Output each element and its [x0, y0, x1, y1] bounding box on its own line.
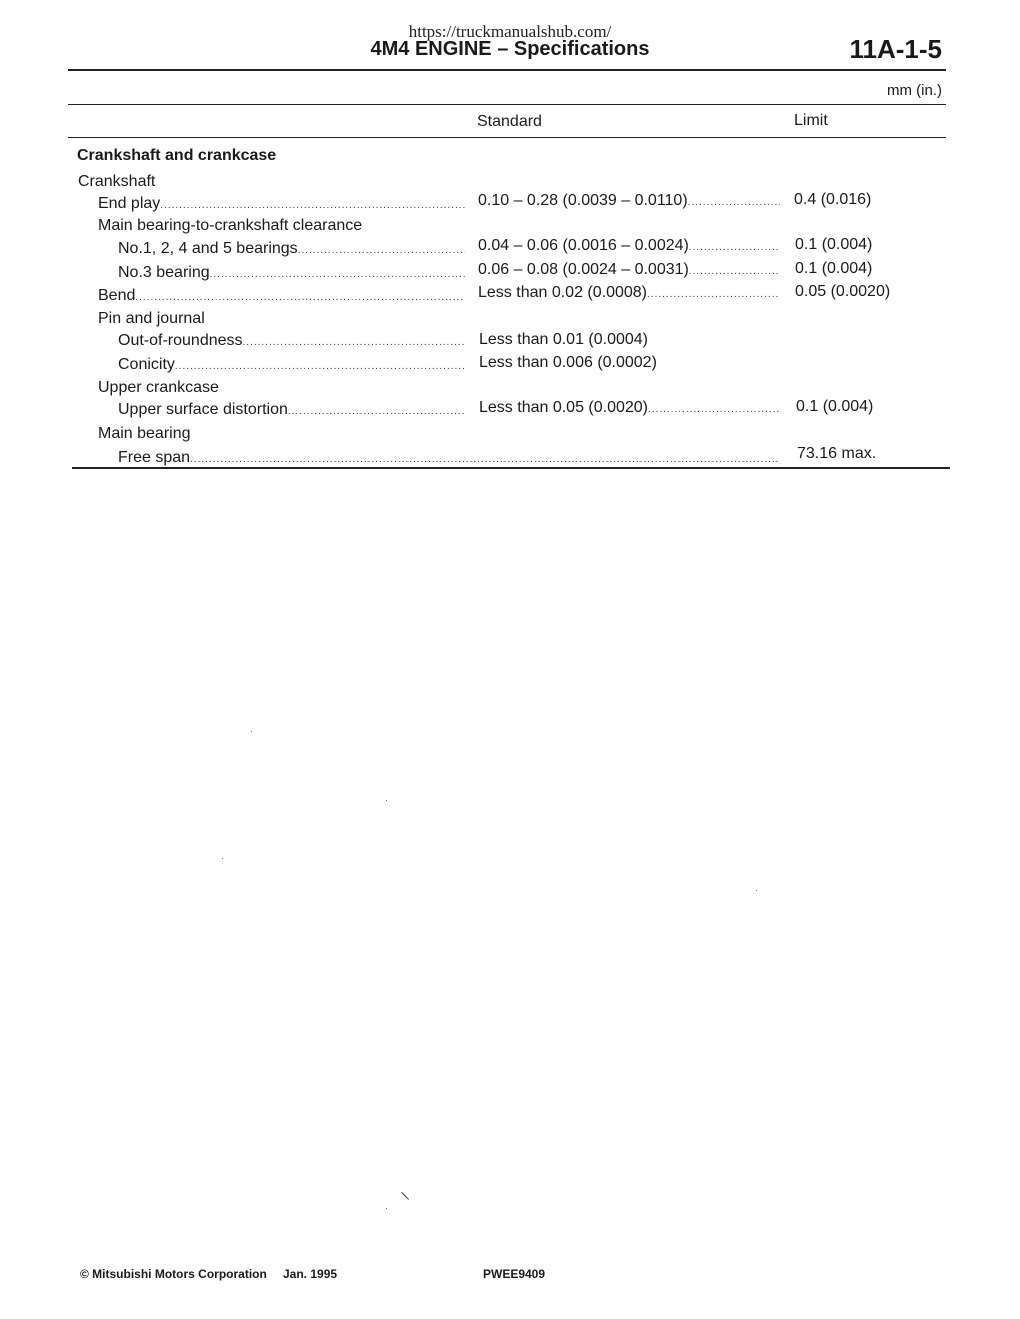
row-upper-surface-distortion-standard — [479, 398, 781, 418]
scan-speck — [251, 731, 252, 732]
row-free-span-label: Free span — [118, 449, 191, 466]
row-no3-bearing — [118, 263, 465, 283]
row-pin-journal-label: Pin and journal — [98, 310, 205, 327]
scan-speck — [386, 800, 387, 801]
dot-leader — [160, 194, 465, 214]
dot-leader — [288, 400, 465, 420]
dot-leader — [135, 286, 465, 306]
row-no3-bearing-label: No.3 bearing — [118, 264, 210, 281]
row-upper-surface-distortion-limit: 0.1 (0.004) — [796, 398, 874, 415]
row-main-bearing-clearance-label: Main bearing-to-crankshaft clearance — [98, 217, 363, 234]
scan-speck — [756, 890, 757, 891]
row-no3-bearing-standard — [478, 260, 780, 280]
row-conicity — [118, 355, 465, 375]
row-bearings-1245-standard-value: 0.04 – 0.06 (0.0016 – 0.0024) — [478, 237, 689, 254]
dot-leader — [647, 283, 780, 303]
dot-leader — [243, 331, 465, 351]
row-bend-label: Bend — [98, 287, 136, 304]
watermark-url: https://truckmanualshub.com/ — [408, 22, 612, 41]
footer-date: Jan. 1995 — [283, 1267, 338, 1281]
section-title: Crankshaft and crankcase — [77, 147, 277, 164]
column-header-rule — [68, 137, 946, 138]
row-crankshaft-label: Crankshaft — [78, 173, 156, 190]
scan-speck — [386, 1208, 387, 1209]
row-end-play-label: End play — [98, 195, 161, 212]
row-main-bearing-label: Main bearing — [98, 425, 191, 442]
row-no3-bearing-limit: 0.1 (0.004) — [795, 260, 873, 277]
row-free-span — [118, 448, 780, 468]
units-label: mm (in.) — [887, 82, 942, 99]
row-bend — [98, 286, 465, 306]
row-end-play-limit: 0.4 (0.016) — [794, 191, 872, 208]
row-bend-standard-value: Less than 0.02 (0.0008) — [478, 284, 648, 301]
row-upper-crankcase-label: Upper crankcase — [98, 379, 219, 396]
page-title: 4M4 ENGINE – Specifications — [370, 38, 650, 60]
footer-code: PWEE9409 — [483, 1267, 546, 1281]
dot-leader — [689, 260, 780, 280]
header-rule — [68, 69, 946, 71]
dot-leader — [688, 191, 780, 211]
table-top-rule — [68, 104, 946, 105]
row-out-of-roundness-standard: Less than 0.01 (0.0004) — [479, 331, 649, 348]
row-end-play-standard — [478, 191, 780, 211]
dot-leader — [298, 239, 465, 259]
page-number: 11A-1-5 — [849, 34, 942, 64]
row-bearings-1245-limit: 0.1 (0.004) — [795, 236, 873, 253]
row-end-play — [98, 194, 465, 214]
dot-leader — [175, 355, 465, 375]
table-bottom-rule — [72, 467, 950, 469]
dot-leader — [190, 448, 780, 468]
row-upper-surface-distortion-standard-value: Less than 0.05 (0.0020) — [479, 399, 649, 416]
row-free-span-limit: 73.16 max. — [797, 445, 877, 462]
dot-leader — [210, 263, 465, 283]
scan-speck — [222, 858, 223, 859]
row-upper-surface-distortion — [118, 400, 465, 420]
column-header-standard: Standard — [477, 113, 542, 130]
row-out-of-roundness-label: Out-of-roundness — [118, 332, 243, 349]
row-conicity-label: Conicity — [118, 356, 175, 373]
row-conicity-standard: Less than 0.006 (0.0002) — [479, 354, 657, 371]
dot-leader — [648, 398, 781, 418]
row-bend-limit: 0.05 (0.0020) — [795, 283, 891, 300]
footer-copyright: © Mitsubishi Motors Corporation — [80, 1267, 267, 1281]
row-bend-standard — [478, 283, 780, 303]
scan-mark — [401, 1192, 409, 1200]
row-no3-bearing-standard-value: 0.06 – 0.08 (0.0024 – 0.0031) — [478, 261, 689, 278]
row-out-of-roundness — [118, 331, 465, 351]
row-bearings-1245 — [118, 239, 465, 259]
row-bearings-1245-label: No.1, 2, 4 and 5 bearings — [118, 240, 298, 257]
column-header-limit: Limit — [794, 112, 828, 129]
row-bearings-1245-standard — [478, 236, 780, 256]
dot-leader — [689, 236, 780, 256]
row-upper-surface-distortion-label: Upper surface distortion — [118, 401, 288, 418]
row-end-play-standard-value: 0.10 – 0.28 (0.0039 – 0.0110) — [478, 192, 688, 209]
